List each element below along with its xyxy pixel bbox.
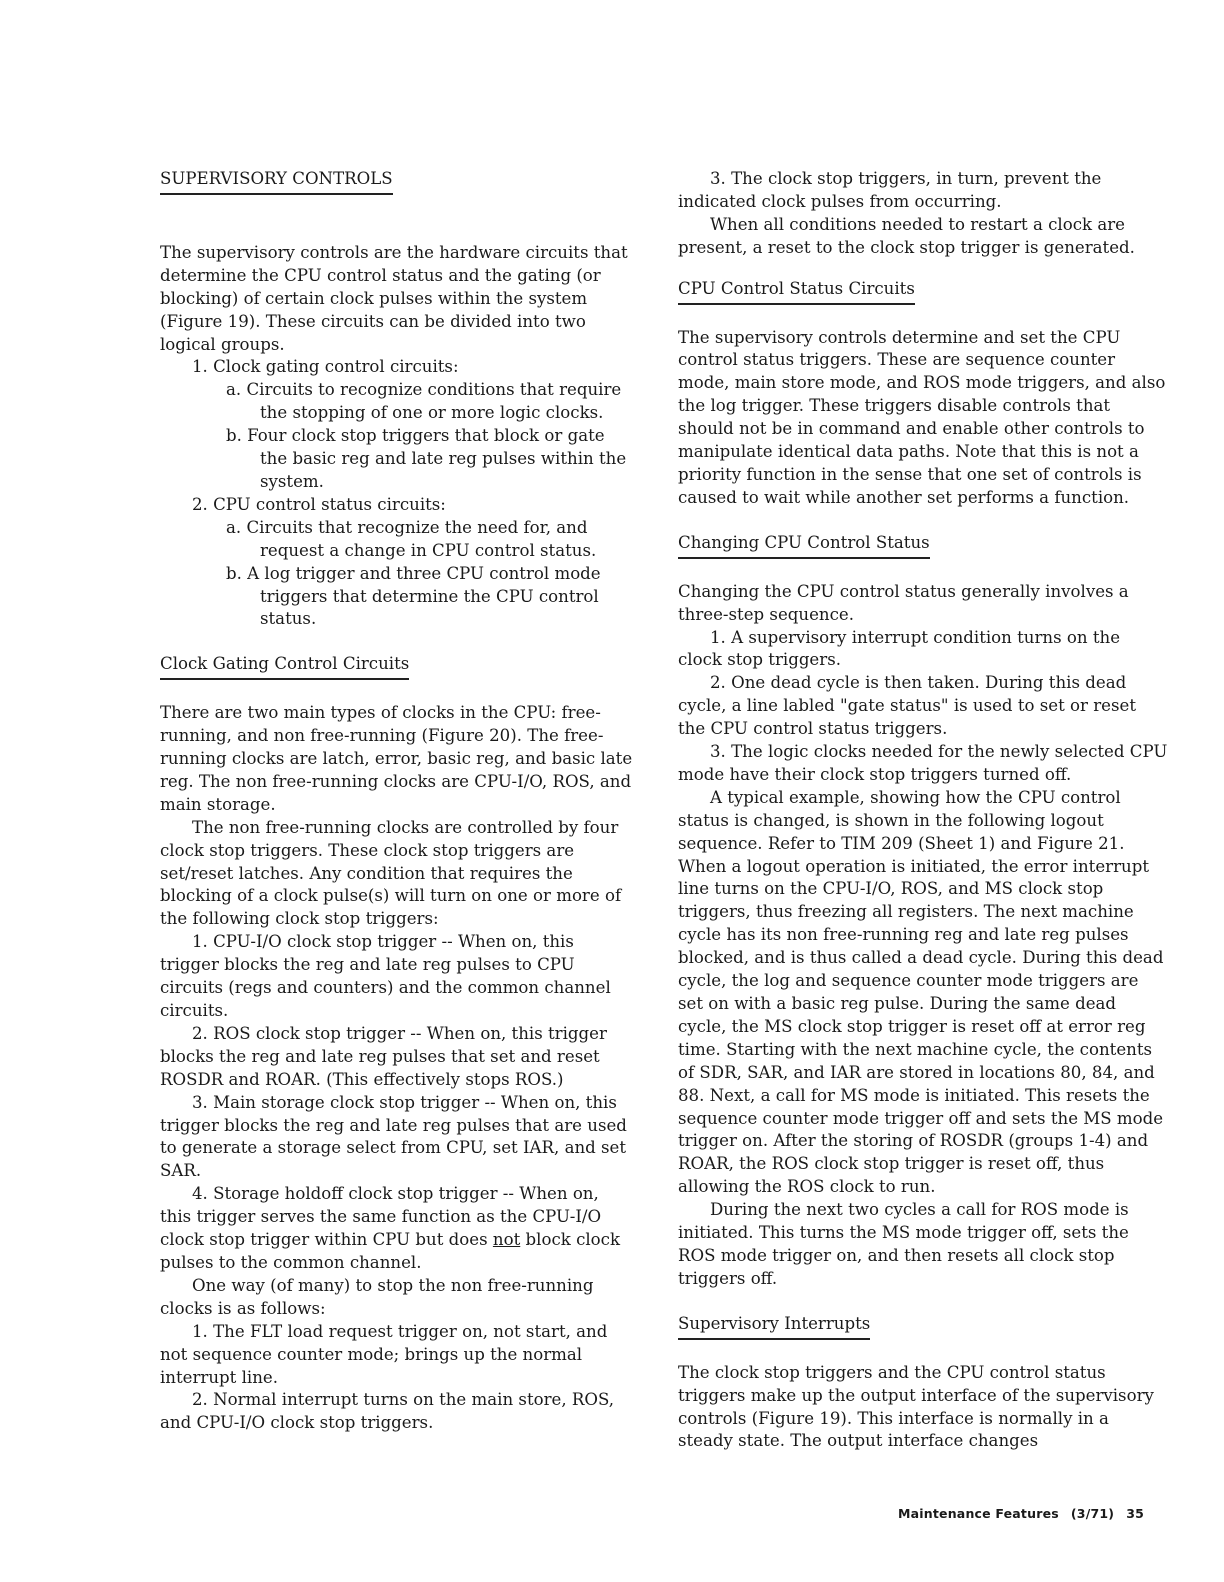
paragraph: 3. Main storage clock stop trigger -- When on, this trigger blocks the reg and late reg pulses that are used to generate a storage select from CPU, set IAR, and set SAR.	[160, 1092, 627, 1181]
paragraph: During the next two cycles a call for ROS mode is initiated. This turns the MS mode trigger off, sets the ROS mode trigger on, and then resets all clock stop triggers off.	[678, 1200, 1129, 1288]
list-item: a. Circuits to recognize conditions that require the stopping of one or more logic clocks.	[226, 380, 622, 423]
list-item: b. Four clock stop triggers that block or gate the basic reg and late reg pulses within the system.	[226, 426, 627, 491]
paragraph: The clock stop triggers and the CPU control status triggers make up the output interface of the supervisory controls (Figure 19). This interface is normally in a steady state. The output interface changes	[678, 1362, 1154, 1451]
paragraph: The supervisory controls determine and set the CPU control status triggers. These are sequence counter mode, main store mode, and ROS mode triggers, and also the log trigger. These triggers disable controls that should not be in command and enable other controls to manipulate identical data paths. Note that this is not a priority function in the sense that one set of controls is caused to wait while another set performs a function.	[678, 327, 1166, 507]
section-heading-supervisory-controls: SUPERVISORY CONTROLS	[160, 168, 393, 195]
paragraph: There are two main types of clocks in the CPU: free-running, and non free-running (Figure 20). The free-running clocks are latch, error, basic reg, and basic late reg. The non free-running clocks are CPU-I/O, ROS, and main storage.	[160, 703, 633, 814]
list-item: 1. Clock gating control circuits:	[192, 357, 459, 377]
paragraph: Changing the CPU control status generally involves a three-step sequence.	[678, 581, 1129, 624]
footer-date: (3/71)	[1070, 1506, 1115, 1521]
paragraph: 1. A supervisory interrupt condition turns on the clock stop triggers.	[678, 627, 1121, 670]
paragraph: When all conditions needed to restart a clock are present, a reset to the clock stop trigger is generated.	[678, 214, 1135, 257]
underlined-text: not	[492, 1230, 521, 1250]
paragraph: 2. ROS clock stop trigger -- When on, this trigger blocks the reg and late reg pulses that set and reset ROSDR and ROAR. (This effectively stops ROS.)	[160, 1023, 607, 1089]
paragraph: 3. The logic clocks needed for the newly selected CPU mode have their clock stop triggers turned off.	[678, 742, 1168, 784]
paragraph: 1. CPU-I/O clock stop trigger -- When on, this trigger blocks the reg and late reg pulses to CPU circuits (regs and counters) and the common channel circuits.	[160, 932, 611, 1020]
paragraph: 2. One dead cycle is then taken. During this dead cycle, a line labled "gate status" is used to set or reset the CPU control status triggers.	[678, 673, 1136, 739]
list-item: 2. CPU control status circuits:	[192, 494, 446, 514]
paragraph: 1. The FLT load request trigger on, not start, and not sequence counter mode; brings up the normal interrupt line.	[160, 1321, 608, 1387]
paragraph: 3. The clock stop triggers, in turn, prevent the indicated clock pulses from occurring.	[678, 169, 1102, 211]
paragraph: One way (of many) to stop the non free-running clocks is as follows:	[160, 1275, 594, 1318]
section-heading-cpu-control-status-circuits: CPU Control Status Circuits	[678, 278, 915, 305]
paragraph: The non free-running clocks are controlled by four clock stop triggers. These clock stop triggers are set/reset latches. Any condition that requires the blocking of a clock pulse(s) will turn on one or more of the following clock stop triggers:	[160, 817, 622, 929]
intro-paragraph: The supervisory controls are the hardware circuits that determine the CPU control status and the gating (or blocking) of certain clock pulses within the system (Figure 19). These circuits can be divided into two logical groups.	[160, 242, 628, 354]
section-heading-supervisory-interrupts: Supervisory Interrupts	[678, 1313, 870, 1340]
list-item: a. Circuits that recognize the need for, and request a change in CPU control status.	[226, 517, 597, 560]
footer-section: Maintenance Features	[898, 1506, 1059, 1521]
section-heading-changing-cpu-control-status: Changing CPU Control Status	[678, 532, 930, 559]
paragraph	[160, 1183, 635, 1275]
right-column	[678, 168, 1168, 1453]
page-number: 35	[1126, 1506, 1144, 1521]
text-fragment: 4. Storage holdoff clock stop trigger -- When on, this trigger serves the same function as the CPU-I/O clock stop trigger within CPU but does	[160, 1184, 602, 1250]
page-footer	[898, 1506, 1144, 1521]
paragraph: A typical example, showing how the CPU control status is changed, is shown in the following logout sequence. Refer to TIM 209 (Sheet 1) and Figure 21. When a logout operation is initiated, the error interrupt line turns on the CPU-I/O, ROS, and MS clock stop triggers, thus freezing all registers. The next machine cycle has its non free-running reg and late reg pulses blocked, and is thus called a dead cycle. During this dead cycle, the log and sequence counter mode triggers are set on with a basic reg pulse. During the same dead cycle, the MS clock stop trigger is reset off at error reg time. Starting with the next machine cycle, the contents of SDR, SAR, and IAR are stored in locations 80, 84, and 88. Next, a call for MS mode is initiated. This resets the sequence counter mode trigger off and sets the MS mode trigger on. After the storing of ROSDR (groups 1-4) and ROAR, the ROS clock stop trigger is reset off, thus allowing the ROS clock to run.	[678, 787, 1164, 1197]
section-heading-clock-gating: Clock Gating Control Circuits	[160, 653, 409, 680]
text-fragment: block clock pulses to the common channel.	[160, 1230, 621, 1272]
paragraph: 2. Normal interrupt turns on the main store, ROS, and CPU-I/O clock stop triggers.	[160, 1390, 615, 1433]
left-column	[160, 168, 635, 1435]
list-item: b. A log trigger and three CPU control mode triggers that determine the CPU control status.	[226, 563, 601, 629]
